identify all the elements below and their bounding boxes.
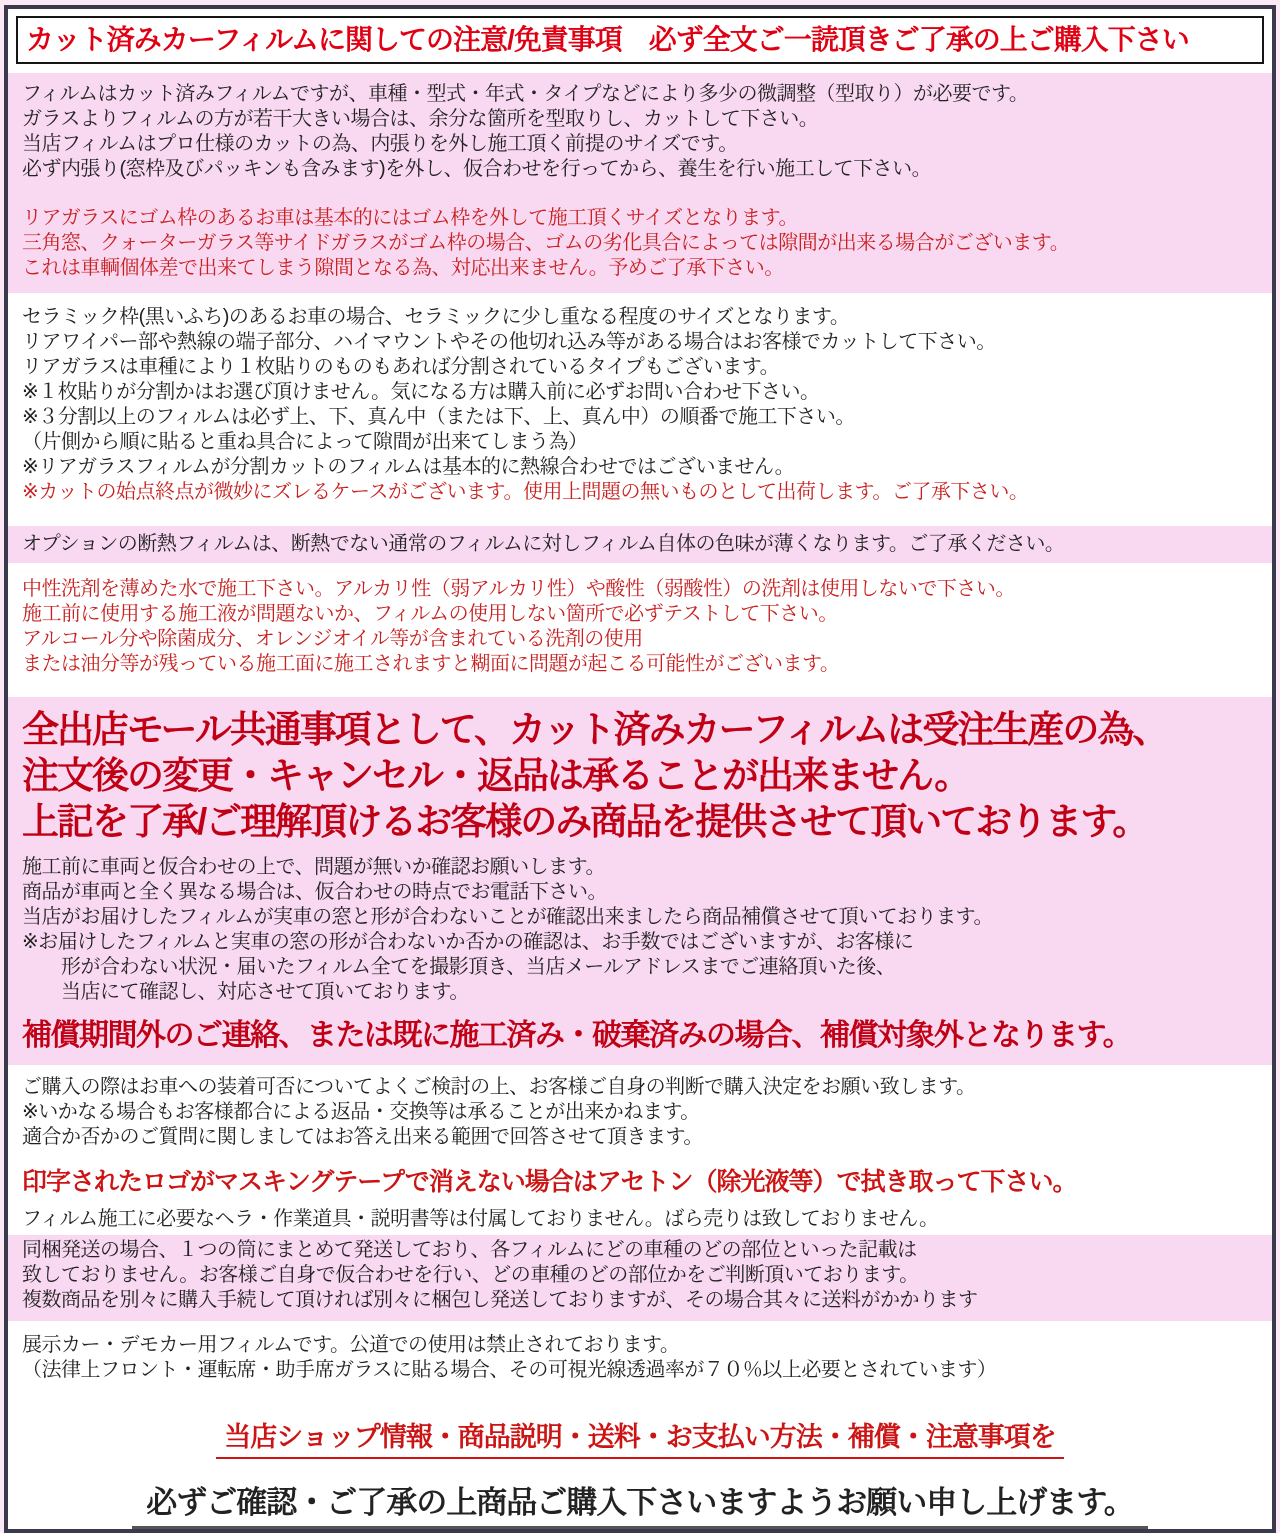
text-line: ※リアガラスフィルムが分割カットのフィルムは基本的に熱線合わせではございません。 <box>22 456 795 479</box>
text-line: ご購入の際はお車への装着可否についてよくご検討の上、お客様ご自身の判断で購入決定をお願い致します。 <box>22 1076 976 1099</box>
text-line: 商品が車両と全く異なる場合は、仮合わせの時点でお電話下さい。 <box>22 881 607 904</box>
text-line: リアガラスは車種により１枚貼りのものもあれば分割されているタイプもございます。 <box>22 356 780 379</box>
text-line: 当店がお届けしたフィルムが実車の窓と形が合わないことが確認出来ましたら商品補償させて頂いております。 <box>22 906 993 929</box>
text-line: 施工前に車両と仮合わせの上で、問題が無いか確認お願いします。 <box>22 856 605 879</box>
footer-confirmation <box>8 1415 1272 1529</box>
text-line: 施工前に使用する施工液が問題ないか、フィルムの使用しない箇所で必ずテストして下さい。 <box>22 603 838 626</box>
text-line: 複数商品を別々に購入手続して頂ければ別々に梱包し発送しておりますが、その場合其々に送料がかかります <box>22 1289 978 1312</box>
order-policy-heading-line: 上記を了承/ご理解頂けるお客様のみ商品を提供させて頂いております。 <box>22 801 1148 843</box>
order-policy-heading-line: 注文後の変更・キャンセル・返品は承ることが出来ません。 <box>22 755 970 797</box>
section-fitting-notes <box>8 73 1272 293</box>
section-order-policy <box>8 697 1272 1065</box>
text-line: 必ず内張り(窓枠及びパッキンも含みます)を外し、仮合わせを行ってから、養生を行い施工して下さい。 <box>22 158 932 181</box>
text-line: フィルム施工に必要なヘラ・作業道具・説明書等は付属しておりません。ばら売りは致しておりません。 <box>22 1208 939 1231</box>
text-line: リアワイパー部や熱線の端子部分、ハイマウントやその他切れ込み等がある場合はお客様でカットして下さい。 <box>22 331 996 354</box>
text-line: 当店にて確認し、対応させて頂いております。 <box>22 981 469 1004</box>
text-line: 展示カー・デモカー用フィルムです。公道での使用は禁止されております。 <box>22 1334 680 1357</box>
text-line: 当店フィルムはプロ仕様のカットの為、内張りを外し施工頂く前提のサイズです。 <box>22 133 738 156</box>
text-line: セラミック枠(黒いふち)のあるお車の場合、セラミックに少し重なる程度のサイズとなります。 <box>22 306 850 329</box>
footer-shop-info-line: 当店ショップ情報・商品説明・送料・お支払い方法・補償・注意事項を <box>216 1415 1063 1459</box>
text-line: 中性洗剤を薄めた水で施工下さい。アルカリ性（弱アルカリ性）や酸性（弱酸性）の洗剤は使用しないで下さい。 <box>22 578 1015 601</box>
text-line: 三角窓、クォーターガラス等サイドガラスがゴム枠の場合、ゴムの劣化具合によっては隙間が出来る場合がございます。 <box>22 232 1070 255</box>
text-line: オプションの断熱フィルムは、断熱でない通常のフィルムに対しフィルム自体の色味が薄くなります。ご了承ください。 <box>22 533 1065 556</box>
section-tools-note <box>8 1204 1272 1235</box>
text-line: （法律上フロント・運転席・助手席ガラスに貼る場合、その可視光線透過率が７０％以上必要とされています） <box>22 1359 997 1382</box>
text-line: 形が合わない状況・届いたフィルム全てを撮影頂き、当店メールアドレスまでご連絡頂いた後、 <box>22 956 896 979</box>
section-insulation-note <box>8 526 1272 563</box>
logo-removal-heading: 印字されたロゴがマスキングテープで消えない場合はアセトン（除光液等）で拭き取って下さい。 <box>22 1168 1077 1197</box>
compensation-limit-heading: 補償期間外のご連絡、または既に施工済み・破棄済みの場合、補償対象外となります。 <box>22 1019 1132 1053</box>
section-ceramic-notes <box>8 293 1272 517</box>
notice-document-frame <box>4 5 1276 1533</box>
text-line: リアガラスにゴム枠のあるお車は基本的にはゴム枠を外して施工頂くサイズとなります。 <box>22 207 798 230</box>
text-line: ※１枚貼りが分割かはお選び頂けません。気になる方は購入前に必ずお問い合わせ下さい。 <box>22 381 820 404</box>
section-compensation-procedure <box>22 855 1258 1005</box>
text-line: または油分等が残っている施工面に施工されますと糊面に問題が起こる可能性がございます。 <box>22 653 840 676</box>
text-line: 致しておりません。お客様ご自身で仮合わせを行い、どの車種のどの部位かをご判断頂いております。 <box>22 1264 919 1287</box>
text-line: ※カットの始点終点が微妙にズレるケースがございます。使用上問題の無いものとして出荷します。ご了承下さい。 <box>22 481 1029 504</box>
text-line: フィルムはカット済みフィルムですが、車種・型式・年式・タイプなどにより多少の微調整（型取り）が必要です。 <box>22 83 1029 106</box>
order-policy-heading-line: 全出店モール共通事項として、カット済みカーフィルムは受注生産の為、 <box>22 709 1168 751</box>
document-title: カット済みカーフィルムに関しての注意/免責事項 必ず全文ご一読頂きご了承の上ご購入下さい <box>16 16 1264 64</box>
section-purchase-decision <box>8 1065 1272 1158</box>
text-line: これは車輌個体差で出来てしまう隙間となる為、対応出来ません。予めご了承下さい。 <box>22 257 784 280</box>
text-line: ※３分割以上のフィルムは必ず上、下、真ん中（または下、上、真ん中）の順番で施工下さい。 <box>22 406 855 429</box>
text-line: アルコール分や除菌成分、オレンジオイル等が含まれている洗剤の使用 <box>22 628 643 651</box>
footer-confirm-line: 必ずご確認・ご了承の上商品ご購入下さいますようお願い申し上げます。 <box>132 1477 1148 1529</box>
text-line: 適合か否かのご質問に関しましてはお答え出来る範囲で回答させて頂きます。 <box>22 1126 703 1149</box>
text-line: 同梱発送の場合、１つの筒にまとめて発送しており、各フィルムにどの車種のどの部位といった記載は <box>22 1239 917 1262</box>
text-line: ※いかなる場合もお客様都合による返品・交換等は承ることが出来かねます。 <box>22 1101 700 1124</box>
section-bundled-shipping <box>8 1235 1272 1321</box>
text-line: （片側から順に貼ると重ね具合によって隙間が出来てしまう為） <box>22 431 588 454</box>
text-line: ※お届けしたフィルムと実車の窓の形が合わないか否かの確認は、お手数ではございますが、お客様に <box>22 931 914 954</box>
section-display-car-note <box>8 1321 1272 1389</box>
text-line: ガラスよりフィルムの方が若干大きい場合は、余分な箇所を型取りし、カットして下さい。 <box>22 108 819 131</box>
section-detergent-warning <box>8 572 1272 689</box>
